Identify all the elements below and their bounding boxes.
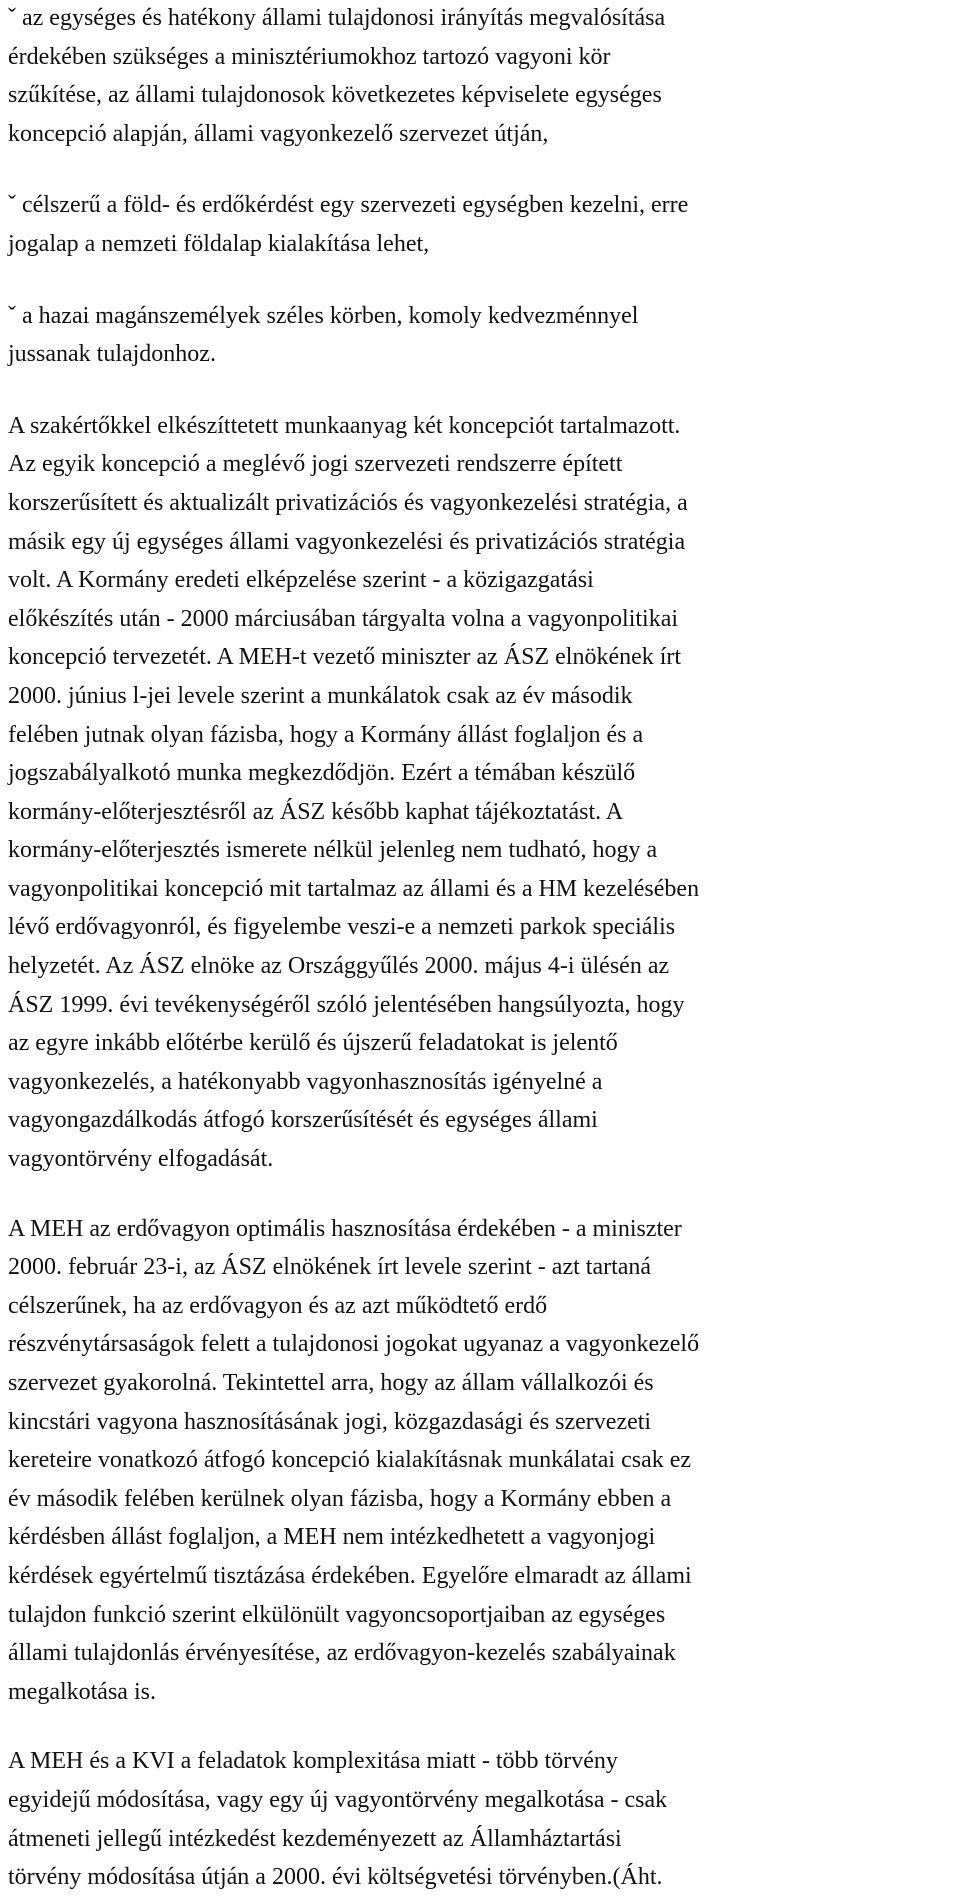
text-line: volt. A Kormány eredeti elképzelése szerint - a közigazgatási [8,567,594,594]
text-line: kormány-előterjesztés ismerete nélkül jelenleg nem tudható, hogy a [8,837,658,864]
text-line: célszerűnek, ha az erdővagyon és az azt működtető erdő [8,1292,548,1319]
paragraph-gap [8,153,960,186]
text-line: vagyongazdálkodás átfogó korszerűsítését és egységes állami [8,1107,598,1134]
text-line: az egyre inkább előtérbe kerülő és újszerű feladatokat is jelentő [8,1030,618,1057]
text-line: A MEH az erdővagyon optimális hasznosítása érdekében - a miniszter [8,1215,682,1242]
text-line: vagyonpolitikai koncepció mit tartalmaz az állami és a HM kezelésében [8,875,700,902]
text-line: felében jutnak olyan fázisba, hogy a Kormány állást foglaljon és a [8,721,644,748]
text-line: részvénytársaságok felett a tulajdonosi jogokat ugyanaz a vagyonkezelő [8,1331,700,1358]
text-line: koncepció tervezetét. A MEH-t vezető miniszter az ÁSZ elnökének írt [8,644,682,671]
text-line: átmeneti jellegű intézkedést kezdeményezett az Államháztartási [8,1825,622,1852]
paragraph-2 [8,1210,960,1712]
text-line: kérdésben állást foglaljon, a MEH nem intézkedhetett a vagyonjogi [8,1524,656,1551]
text-line: helyzetét. Az ÁSZ elnöke az Országgyűlés 2000. május 4-i ülésén az [8,953,670,980]
text-line: A MEH és a KVI a feladatok komplexitása miatt - több törvény [8,1748,618,1775]
text-line: koncepció alapján, állami vagyonkezelő szervezet útján, [8,120,549,147]
text-line: megalkotása is. [8,1678,156,1705]
text-line: kereteire vonatkozó átfogó koncepció kialakításnak munkálatai csak ez [8,1447,692,1474]
paragraph-1 [8,407,960,1179]
paragraph-gap [8,1711,960,1742]
text-line: előkészítés után - 2000 márciusában tárgyalta volna a vagyonpolitikai [8,605,679,632]
text-line: vagyontörvény elfogadását. [8,1146,274,1173]
text-line: jogszabályalkotó munka megkezdődjön. Ezért a témában készülő [8,760,636,787]
text-line: kormány-előterjesztésről az ÁSZ később kaphat tájékoztatást. A [8,798,624,825]
text-line: ÁSZ 1999. évi tevékenységéről szóló jelentésében hangsúlyozta, hogy [8,991,685,1018]
text-line: év második felében kerülnek olyan fázisba, hogy a Kormány ebben a [8,1485,672,1512]
paragraph-3 [8,1742,960,1896]
text-line: korszerűsített és aktualizált privatizációs és vagyonkezelési stratégia, a [8,489,688,516]
text-line: egyidejű módosítása, vagy egy új vagyontörvény megalkotása - csak [8,1786,668,1813]
text-line: vagyonkezelés, a hatékonyabb vagyonhasznosítás igényelné a [8,1068,603,1095]
text-line: szűkítése, az állami tulajdonosok következetes képviselete egységes [8,82,662,109]
bullet-item-2 [8,186,960,263]
bullet-item-1 [8,0,960,153]
text-line: szervezet gyakorolná. Tekintettel arra, hogy az állam vállalkozói és [8,1370,654,1396]
text-line: ˇ célszerű a föld- és erdőkérdést egy szervezeti egységben kezelni, erre [8,192,689,219]
text-line: ˇ az egységes és hatékony állami tulajdonosi irányítás megvalósítása [8,5,666,31]
text-line: 2000. június l-jei levele szerint a munkálatok csak az év második [8,682,633,709]
text-line: A szakértőkkel elkészíttetett munkaanyag két koncepciót tartalmazott. [8,412,681,439]
text-line: ˇ a hazai magánszemélyek széles körben, komoly kedvezménnyel [8,302,639,329]
text-line: másik egy új egységes állami vagyonkezelési és privatizációs stratégia [8,528,686,555]
paragraph-gap [8,1179,960,1210]
text-line: 2000. február 23-i, az ÁSZ elnökének írt levele szerint - azt tartaná [8,1254,652,1281]
text-line: jogalap a nemzeti földalap kialakítása lehet, [8,230,430,257]
bullet-item-3 [8,297,960,374]
text-line: jussanak tulajdonhoz. [8,341,216,368]
paragraph-gap [8,264,960,297]
text-line: lévő erdővagyonról, és figyelembe veszi-e a nemzeti parkok speciális [8,914,676,941]
text-line: tulajdon funkció szerint elkülönült vagyoncsoportjaiban az egységes [8,1601,666,1628]
paragraph-gap [8,374,960,407]
text-line: Az egyik koncepció a meglévő jogi szervezeti rendszerre épített [8,451,623,478]
text-line: törvény módosítása útján a 2000. évi költségvetési törvényben.(Áht. [8,1864,663,1891]
text-line: állami tulajdonlás érvényesítése, az erdővagyon-kezelés szabályainak [8,1640,676,1667]
text-line: kérdések egyértelmű tisztázása érdekében. Egyelőre elmaradt az állami [8,1562,692,1589]
text-line: érdekében szükséges a minisztériumokhoz tartozó vagyoni kör [8,43,611,70]
text-line: kincstári vagyona hasznosításának jogi, közgazdasági és szervezeti [8,1408,652,1435]
